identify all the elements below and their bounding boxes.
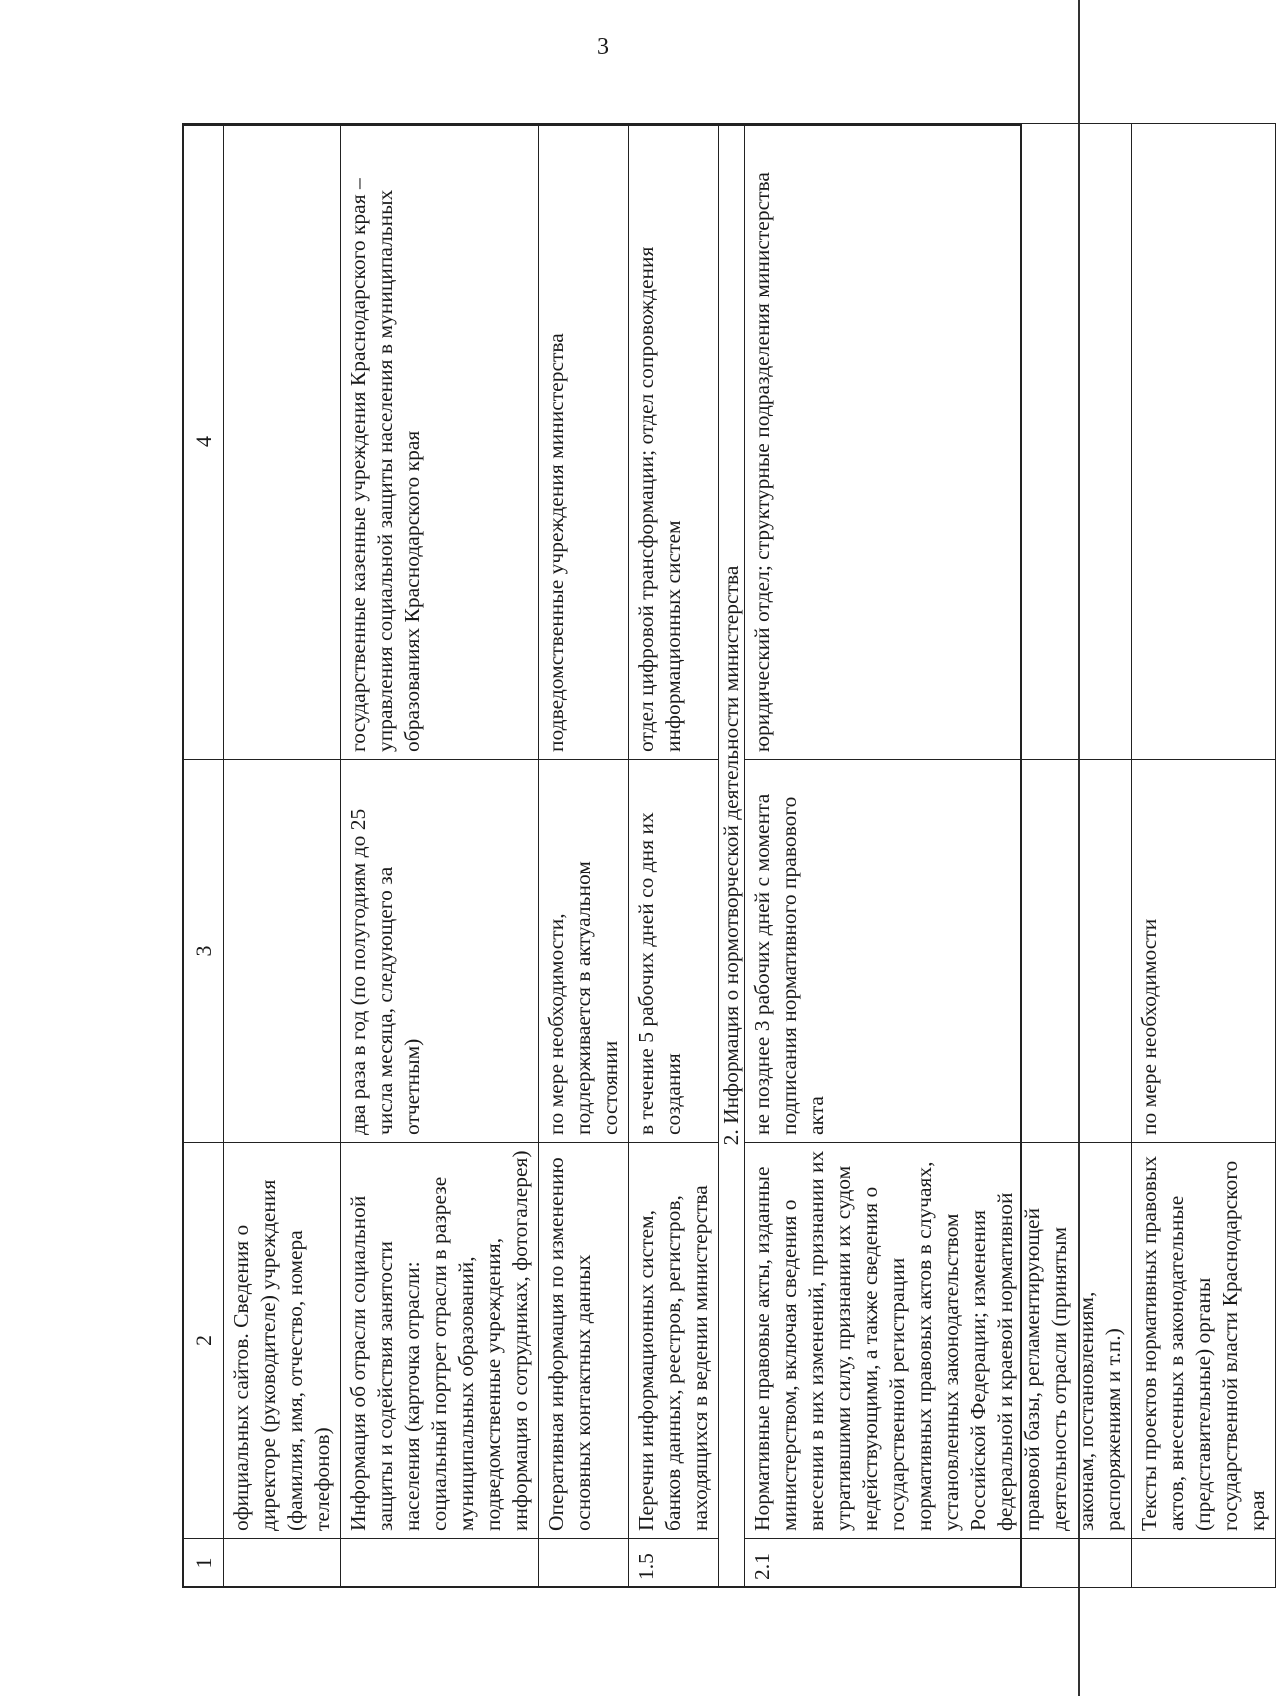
row-number: 2.1 — [745, 1539, 1132, 1588]
period-cell: по мере необходимости — [1132, 760, 1276, 1143]
info-cell: Тексты проектов нормативных правовых актов, внесенных в законодательные (представительные) органы государственной власти Краснодарского края — [1132, 1143, 1276, 1539]
period-cell: по мере необходимости, подлерживается в актуальном состоянии — [539, 760, 629, 1143]
responsible-cell: отдел цифровой трансформации; отдел сопровождения информационных систем — [629, 124, 719, 760]
rotated-table-container — [182, 124, 1269, 1588]
info-cell: Нормативные правовые акты, изданные министерством, включая сведения о внесении в них изменений, признании их утратившими силу, признании их судом недействующими, а также сведения о государственной регистрации нормативных правовых актов в случаях, установленных законодательством Российской Федерации; изменения федеральной и краевой нормативной правовой базы, регламентирующей деятельность отрасли (принятым законам, постановлениям, распоряжениям и т.п.) — [745, 1143, 1132, 1539]
table-row — [539, 124, 629, 1588]
responsible-cell — [1132, 124, 1276, 760]
responsible-cell: государственные казенные учреждения Краснодарского края – управления социальной защиты населения в муниципальных образованиях Краснодарского края — [341, 124, 539, 760]
row-number — [224, 1539, 341, 1588]
info-cell: Оперативная информация по изменению основных контактных данных — [539, 1143, 629, 1539]
table-row — [745, 124, 1132, 1588]
page-number: 3 — [597, 34, 609, 60]
row-number — [1132, 1539, 1276, 1588]
header-row — [183, 124, 224, 1588]
row-number: 1.5 — [629, 1539, 719, 1588]
period-cell: два раза в год (по полугодиям до 25 числа месяца, следующего за отчетным) — [341, 760, 539, 1143]
info-cell: официальных сайтов. Сведения о директоре (руководителе) учреждения (фамилия, имя, отчество, номера телефонов) — [224, 1143, 341, 1539]
info-table — [182, 123, 1276, 1588]
period-cell — [224, 760, 341, 1143]
period-cell: в течение 5 рабочих дней со дня их создания — [629, 760, 719, 1143]
header-cell-1: 1 — [183, 1539, 224, 1588]
responsible-cell — [224, 124, 341, 760]
info-cell: Перечни информационных систем, банков данных, реестров, регистров, находящихся в ведении министерства — [629, 1143, 719, 1539]
section-row — [719, 124, 745, 1588]
table-row — [341, 124, 539, 1588]
table-row — [224, 124, 341, 1588]
responsible-cell: юридический отдел; структурные подразделения министерства — [745, 124, 1132, 760]
info-cell: Информация об отрасли социальной защиты и содействия занятости населения (карточка отрасли: социальный портрет отрасли в разрезе муниципальных образований, подведомственные учреждения, информация о сотрудниках, фотогалерея) — [341, 1143, 539, 1539]
header-cell-4: 4 — [183, 124, 224, 760]
table-row — [629, 124, 719, 1588]
header-cell-3: 3 — [183, 760, 224, 1143]
period-cell: не позднее 3 рабочих дней с момента подписания нормативного правового акта — [745, 760, 1132, 1143]
row-number — [539, 1539, 629, 1588]
table-row — [1132, 124, 1276, 1588]
header-cell-2: 2 — [183, 1143, 224, 1539]
section-heading: 2. Информация о нормотворческой деятельности министерства — [719, 124, 745, 1588]
responsible-cell: подведомственные учреждения министерства — [539, 124, 629, 760]
row-number — [341, 1539, 539, 1588]
